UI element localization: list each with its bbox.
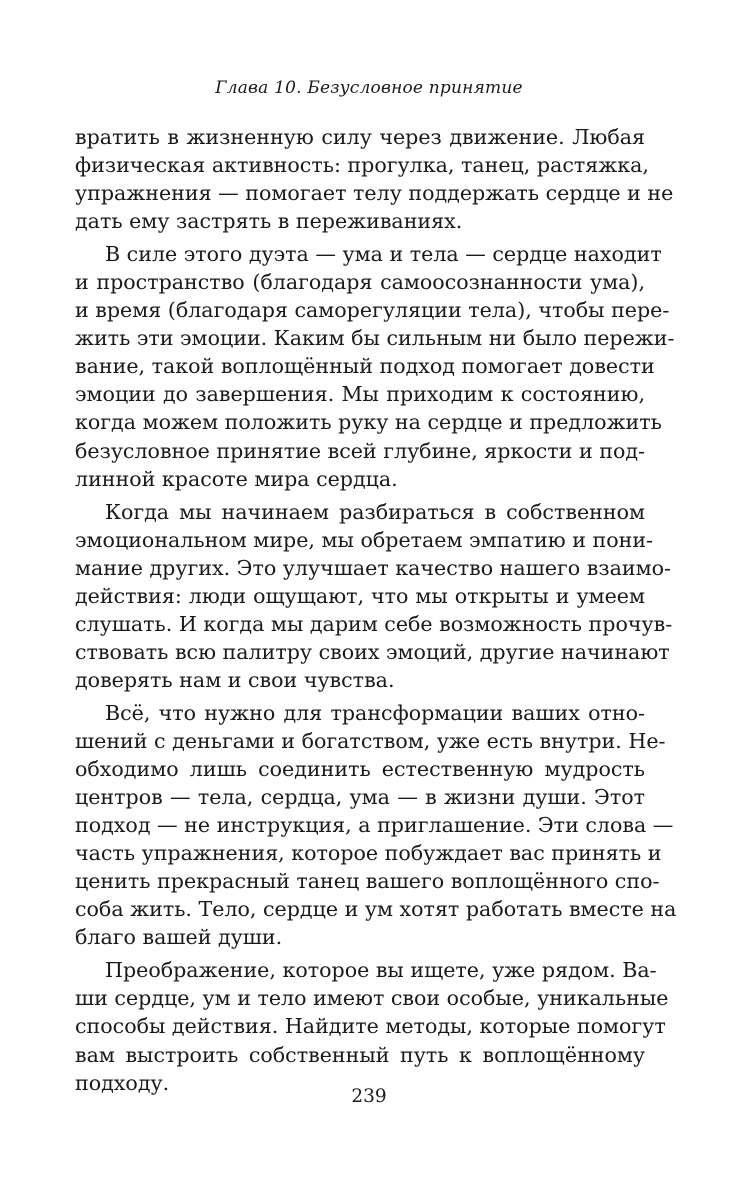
paragraph [75, 498, 673, 694]
text-line: Всё, что нужно для трансформации ваших отно- [105, 700, 645, 725]
text-line: Преображение, которое вы ищете, уже рядом. Ва- [105, 958, 657, 983]
paragraph [75, 699, 677, 951]
body-text [75, 123, 677, 1097]
text-line: дать ему застрять в переживаниях. [75, 209, 463, 234]
text-line: центров — тела, сердца, ума — в жизни души. Этот [75, 785, 645, 810]
text-line: соба жить. Тело, сердце и ум хотят работать вместе на [75, 897, 677, 922]
text-line: шений с деньгами и богатством, уже есть внутри. Не- [75, 728, 666, 753]
text-line: линной красоте мира сердца. [75, 466, 398, 491]
text-line: эмоциональном мире, мы обретаем эмпатию и пони- [75, 527, 654, 552]
text-line: доверять нам и свои чувства. [75, 667, 395, 692]
text-line: В силе этого дуэта — ума и тела — сердце находит [105, 242, 662, 267]
text-line: подходу. [75, 1070, 170, 1095]
paragraph [75, 123, 674, 235]
text-line: Когда мы начинаем разбираться в собственном [105, 499, 645, 524]
text-line: часть упражнения, которое побуждает вас принять и [75, 841, 662, 866]
paragraph [75, 956, 669, 1096]
text-line: благо вашей души. [75, 925, 283, 950]
text-line: когда можем положить руку на сердце и предложить [75, 410, 662, 435]
text-line: ствовать всю палитру своих эмоций, другие начинают [75, 639, 670, 664]
running-head: Глава 10. Безусловное принятие [215, 78, 523, 98]
text-line: ценить прекрасный танец вашего воплощённого спо- [75, 869, 660, 894]
text-line: эмоции до завершения. Мы приходим к состоянию, [75, 382, 645, 407]
text-line: способы действия. Найдите методы, которые помогут [75, 1014, 666, 1039]
text-line: и время (благодаря саморегуляции тела), чтобы пере- [75, 298, 670, 323]
text-line: физическая активность: прогулка, танец, растяжка, [75, 153, 649, 178]
text-line: слушать. И когда мы дарим себе возможность прочув- [75, 611, 673, 636]
text-line: действия: люди ощущают, что мы открыты и умеем [75, 583, 645, 608]
text-line: ши сердце, ум и тело имеют свои особые, уникальные [75, 986, 669, 1011]
text-line: вание, такой воплощённый подход помогает довести [75, 354, 655, 379]
text-line: безусловное принятие всей глубине, яркости и под- [75, 438, 645, 463]
text-line: и пространство (благодаря самоосознанности ума), [75, 270, 645, 295]
text-line: вам выстроить собственный путь к воплощённому [75, 1042, 645, 1067]
text-line: мание других. Это улучшает качество нашего взаимо- [75, 555, 671, 580]
text-line: обходимо лишь соединить естественную мудрость [75, 757, 645, 782]
text-line: подход — не инструкция, а приглашение. Эти слова — [75, 813, 674, 838]
text-line: жить эти эмоции. Каким бы сильным ни было пережи- [75, 326, 675, 351]
text-line: упражнения — помогает телу поддержать сердце и не [75, 181, 674, 206]
page-number: 239 [351, 1086, 387, 1107]
paragraph [75, 240, 675, 492]
text-line: вратить в жизненную силу через движение. Любая [75, 125, 645, 149]
